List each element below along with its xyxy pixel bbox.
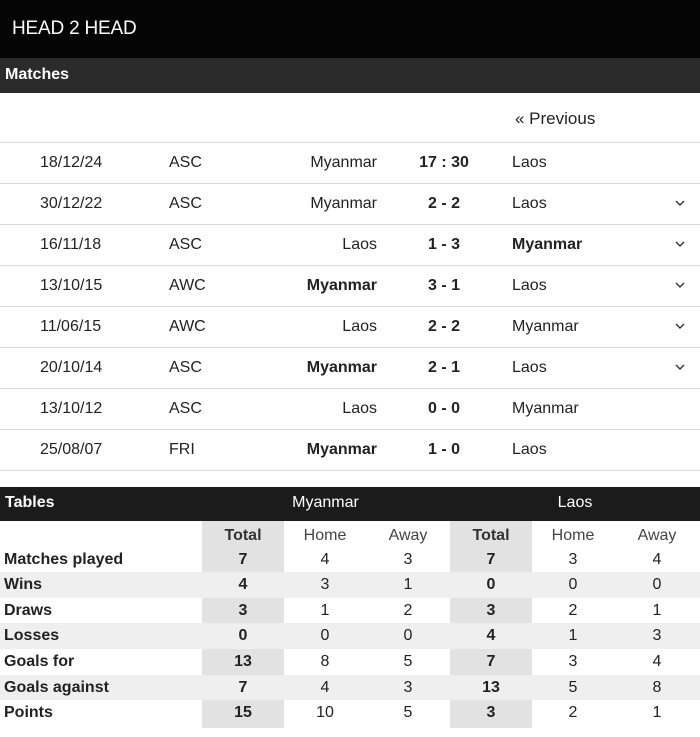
match-date: 13/10/12 xyxy=(40,400,103,417)
match-home-team: Myanmar xyxy=(310,195,377,212)
match-row[interactable] xyxy=(0,307,700,348)
match-away-team: Laos xyxy=(512,277,547,294)
stats-cell: 4 xyxy=(320,678,330,696)
stats-cell: 1 xyxy=(568,627,578,645)
match-competition: ASC xyxy=(169,400,202,417)
stats-cell: 2 xyxy=(568,601,578,619)
chevron-down-icon[interactable] xyxy=(673,275,687,295)
match-competition: ASC xyxy=(169,359,202,376)
stats-cell: 3 xyxy=(403,678,413,696)
team2-name: Laos xyxy=(557,494,593,511)
stats-cell: 15 xyxy=(234,704,252,722)
match-away-team: Myanmar xyxy=(512,318,579,335)
match-score: 2 - 1 xyxy=(427,359,460,376)
stats-cell: 0 xyxy=(652,576,662,594)
stats-cell: 7 xyxy=(238,550,248,568)
stats-row-label: Points xyxy=(4,704,53,722)
match-score: 17 : 30 xyxy=(419,154,469,171)
match-row[interactable] xyxy=(0,225,700,266)
match-score: 1 - 3 xyxy=(427,236,460,253)
match-score: 1 - 0 xyxy=(427,441,460,458)
stats-cell: 1 xyxy=(652,601,662,619)
stats-column-header: Home xyxy=(303,527,347,544)
stats-column-header: Away xyxy=(388,527,428,544)
stats-cell: 3 xyxy=(486,601,496,619)
stats-row xyxy=(0,649,700,675)
stats-cell: 3 xyxy=(486,704,496,722)
stats-cell: 1 xyxy=(320,601,330,619)
match-away-team: Laos xyxy=(512,154,547,171)
match-competition: ASC xyxy=(169,236,202,253)
match-row[interactable] xyxy=(0,266,700,307)
match-competition: FRI xyxy=(169,441,195,458)
stats-column-header: Home xyxy=(551,527,595,544)
stats-cell: 4 xyxy=(238,576,248,594)
match-away-team: Laos xyxy=(512,441,547,458)
match-score: 0 - 0 xyxy=(427,400,460,417)
stats-column-header: Total xyxy=(224,527,262,544)
matches-section-title: Matches xyxy=(0,58,700,93)
stats-cell: 3 xyxy=(403,550,413,568)
stats-row-label: Wins xyxy=(4,576,43,594)
stats-cell: 0 xyxy=(486,576,496,594)
stats-row xyxy=(0,547,700,573)
match-date: 11/06/15 xyxy=(40,318,102,335)
stats-cell: 3 xyxy=(568,550,578,568)
match-row xyxy=(0,143,700,184)
previous-link[interactable]: « Previous xyxy=(515,109,596,128)
stats-row xyxy=(0,598,700,624)
match-competition: ASC xyxy=(169,154,202,171)
match-away-team: Laos xyxy=(512,359,547,376)
match-row xyxy=(0,430,700,471)
match-home-team: Laos xyxy=(342,318,377,335)
stats-cell: 4 xyxy=(486,627,496,645)
stats-cell: 4 xyxy=(320,550,330,568)
stats-cell: 3 xyxy=(238,601,248,619)
stats-row-label: Losses xyxy=(4,627,60,645)
chevron-down-icon[interactable] xyxy=(673,234,687,254)
stats-cell: 8 xyxy=(652,678,662,696)
stats-cell: 0 xyxy=(320,627,330,645)
pagination-row xyxy=(0,93,700,143)
stats-row-label: Goals for xyxy=(4,652,75,670)
stats-cell: 4 xyxy=(652,652,662,670)
stats-cell: 13 xyxy=(234,652,252,670)
match-home-team: Myanmar xyxy=(306,277,377,294)
stats-cell: 5 xyxy=(568,678,578,696)
match-home-team: Myanmar xyxy=(306,441,377,458)
match-competition: AWC xyxy=(169,318,206,335)
stats-cell: 0 xyxy=(568,576,578,594)
stats-column-header: Away xyxy=(637,527,677,544)
stats-cell: 1 xyxy=(652,704,662,722)
match-date: 20/10/14 xyxy=(40,359,103,376)
stats-row xyxy=(0,572,700,598)
match-date: 25/08/07 xyxy=(40,441,103,458)
stats-cell: 3 xyxy=(652,627,662,645)
stats-row-label: Matches played xyxy=(4,550,124,568)
stats-cell: 10 xyxy=(316,704,334,722)
match-home-team: Laos xyxy=(342,400,377,417)
tables-section-title: Tables xyxy=(5,494,55,511)
stats-cell: 2 xyxy=(403,601,413,619)
match-date: 16/11/18 xyxy=(40,236,102,253)
stats-cell: 1 xyxy=(403,576,413,594)
stats-cell: 3 xyxy=(320,576,330,594)
match-score: 2 - 2 xyxy=(427,195,460,212)
match-row[interactable] xyxy=(0,348,700,389)
tables-header xyxy=(0,487,700,521)
stats-cell: 7 xyxy=(486,652,496,670)
stats-row xyxy=(0,700,700,726)
stats-cell: 8 xyxy=(320,652,330,670)
stats-row-label: Draws xyxy=(4,601,53,619)
stats-cell: 0 xyxy=(238,627,248,645)
stats-row xyxy=(0,623,700,649)
page-title: HEAD 2 HEAD xyxy=(0,0,700,58)
stats-row xyxy=(0,675,700,701)
team1-name: Myanmar xyxy=(292,494,359,511)
stats-cell: 3 xyxy=(568,652,578,670)
stats-cell: 2 xyxy=(568,704,578,722)
match-date: 13/10/15 xyxy=(40,277,103,294)
chevron-down-icon[interactable] xyxy=(673,316,687,336)
stats-table xyxy=(0,521,700,728)
stats-row-label: Goals against xyxy=(4,678,109,696)
stats-cell: 7 xyxy=(238,678,248,696)
stats-cell: 0 xyxy=(403,627,413,645)
stats-column-headers xyxy=(0,521,700,547)
match-competition: ASC xyxy=(169,195,202,212)
match-away-team: Myanmar xyxy=(512,236,583,253)
stats-cell: 7 xyxy=(486,550,496,568)
match-away-team: Myanmar xyxy=(512,400,579,417)
match-row[interactable] xyxy=(0,184,700,225)
stats-cell: 13 xyxy=(482,678,500,696)
stats-cell: 5 xyxy=(403,704,413,722)
chevron-down-icon[interactable] xyxy=(673,357,687,377)
match-home-team: Myanmar xyxy=(306,359,377,376)
match-date: 18/12/24 xyxy=(40,154,103,171)
stats-column-header: Total xyxy=(472,527,510,544)
chevron-down-icon[interactable] xyxy=(673,193,687,213)
match-home-team: Laos xyxy=(342,236,377,253)
stats-cell: 5 xyxy=(403,652,413,670)
match-away-team: Laos xyxy=(512,195,547,212)
match-competition: AWC xyxy=(169,277,206,294)
match-score: 3 - 1 xyxy=(427,277,460,294)
stats-cell: 4 xyxy=(652,550,662,568)
match-row xyxy=(0,389,700,430)
match-home-team: Myanmar xyxy=(310,154,377,171)
match-score: 2 - 2 xyxy=(427,318,460,335)
match-date: 30/12/22 xyxy=(40,195,103,212)
